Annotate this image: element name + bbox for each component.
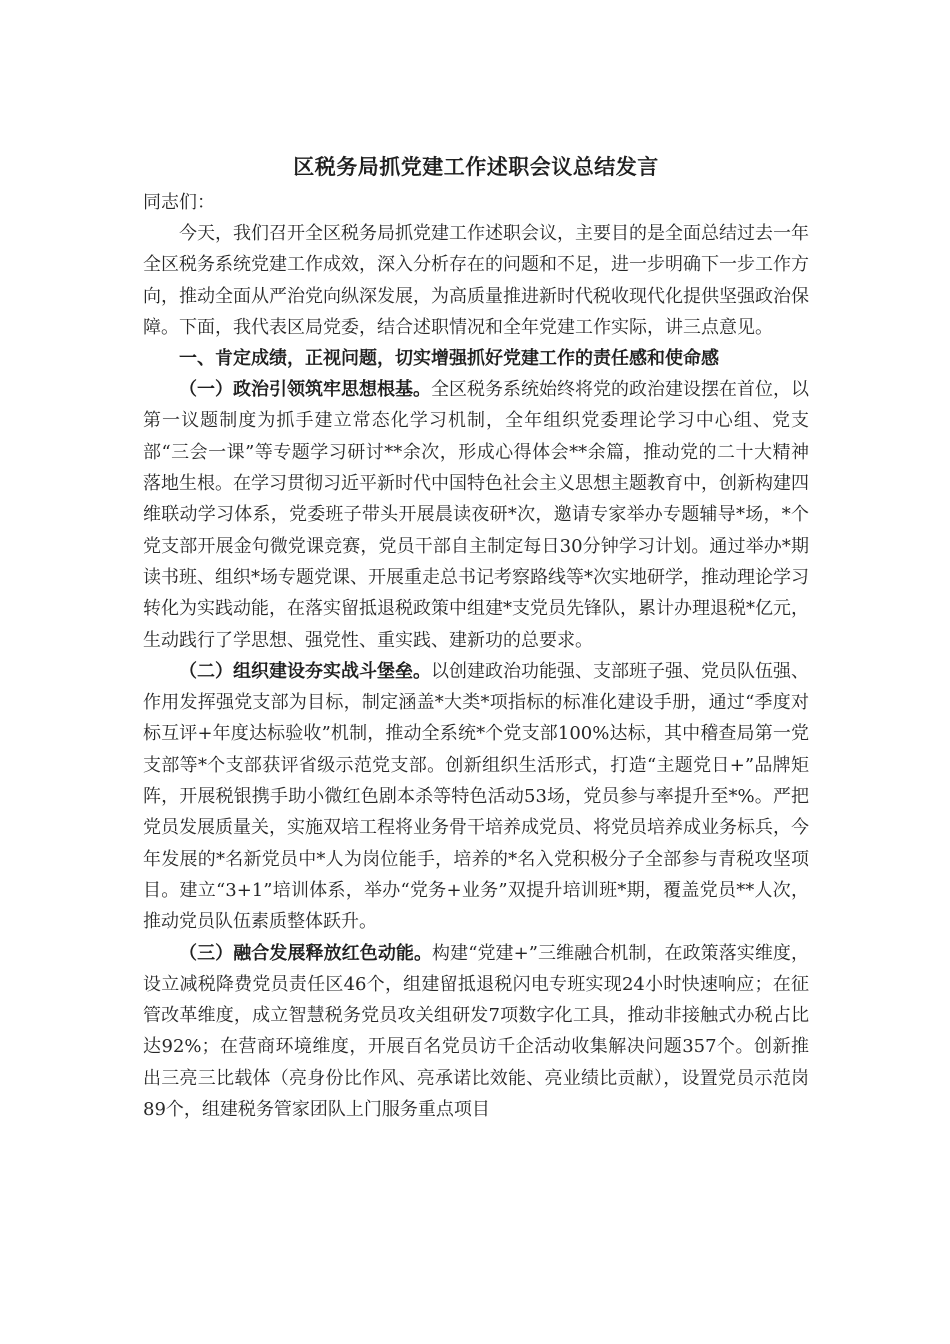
document-body [143, 146, 809, 1125]
paragraph-organization-building [143, 656, 809, 938]
section-heading-1: 一、肯定成绩，正视问题，切实增强抓好党建工作的责任感和使命感 [179, 348, 719, 370]
paragraph-lead-1: （一）政治引领筑牢思想根基。 [179, 379, 431, 401]
intro-paragraph: 今天，我们召开全区税务局抓党建工作述职会议，主要目的是全面总结过去一年全区税务系统党建工作成效，深入分析存在的问题和不足，进一步明确下一步工作方向，推动全面从严治党向纵深发展，为高质量推进新时代税收现代化提供坚强政治保障。下面，我代表区局党委，结合述职情况和全年党建工作实际，讲三点意见。 [143, 223, 809, 338]
document-title: 区税务局抓党建工作述职会议总结发言 [293, 155, 659, 179]
paragraph-body-3: 构建“党建+”三维融合机制，在政策落实维度，设立减税降费党员责任区46个，组建留抵退税闪电专班实现24小时快速响应；在征管改革维度，成立智慧税务党员攻关组研发7项数字化工具，推动非接触式办税占比达92%；在营商环境维度，开展百名党员访千企活动收集解决问题357个。创新推出三亮三比载体（亮身份比作风、亮承诺比效能、亮业绩比贡献），设置党员示范岗89个，组建税务管家团队上门服务重点项目 [143, 942, 810, 1121]
paragraph-integrated-development [143, 938, 809, 1126]
paragraph-political-guidance [143, 374, 809, 656]
paragraph-lead-3: （三）融合发展释放红色动能。 [179, 942, 433, 964]
paragraph-body-2: 以创建政治功能强、支部班子强、党员队伍强、作用发挥强党支部为目标，制定涵盖*大类*项指标的标准化建设手册，通过“季度对标互评+年度达标验收”机制，推动全系统*个党支部100%达标，其中稽查局第一党支部等*个支部获评省级示范党支部。创新组织生活形式，打造“主题党日+”品牌矩阵，开展税银携手助小微红色剧本杀等特色活动53场，党员参与率提升至*%。严把党员发展质量关，实施双培工程将业务骨干培养成党员、将党员培养成业务标兵，今年发展的*名新党员中*人为岗位能手，培养的*名入党积极分子全部参与青税攻坚项目。建立“3+1”培训体系，举办“党务+业务”双提升培训班*期，覆盖党员**人次，推动党员队伍素质整体跃升。 [143, 660, 809, 933]
salutation: 同志们： [143, 192, 215, 213]
paragraph-body-1: 全区税务系统始终将党的政治建设摆在首位，以第一议题制度为抓手建立常态化学习机制，全年组织党委理论学习中心组、党支部“三会一课”等专题学习研讨**余次，形成心得体会**余篇，推动党的二十大精神落地生根。在学习贯彻习近平新时代中国特色社会主义思想主题教育中，创新构建四维联动学习体系，党委班子带头开展晨读夜研*次，邀请专家举办专题辅导*场，*个党支部开展金句微党课竞赛，党员干部自主制定每日30分钟学习计划。通过举办*期读书班、组织*场专题党课、开展重走总书记考察路线等*次实地研学，推动理论学习转化为实践动能，在落实留抵退税政策中组建*支党员先锋队，累计办理退税*亿元，生动践行了学思想、强党性、重实践、建新功的总要求。 [143, 379, 809, 651]
paragraph-lead-2: （二）组织建设夯实战斗堡垒。 [179, 660, 431, 682]
